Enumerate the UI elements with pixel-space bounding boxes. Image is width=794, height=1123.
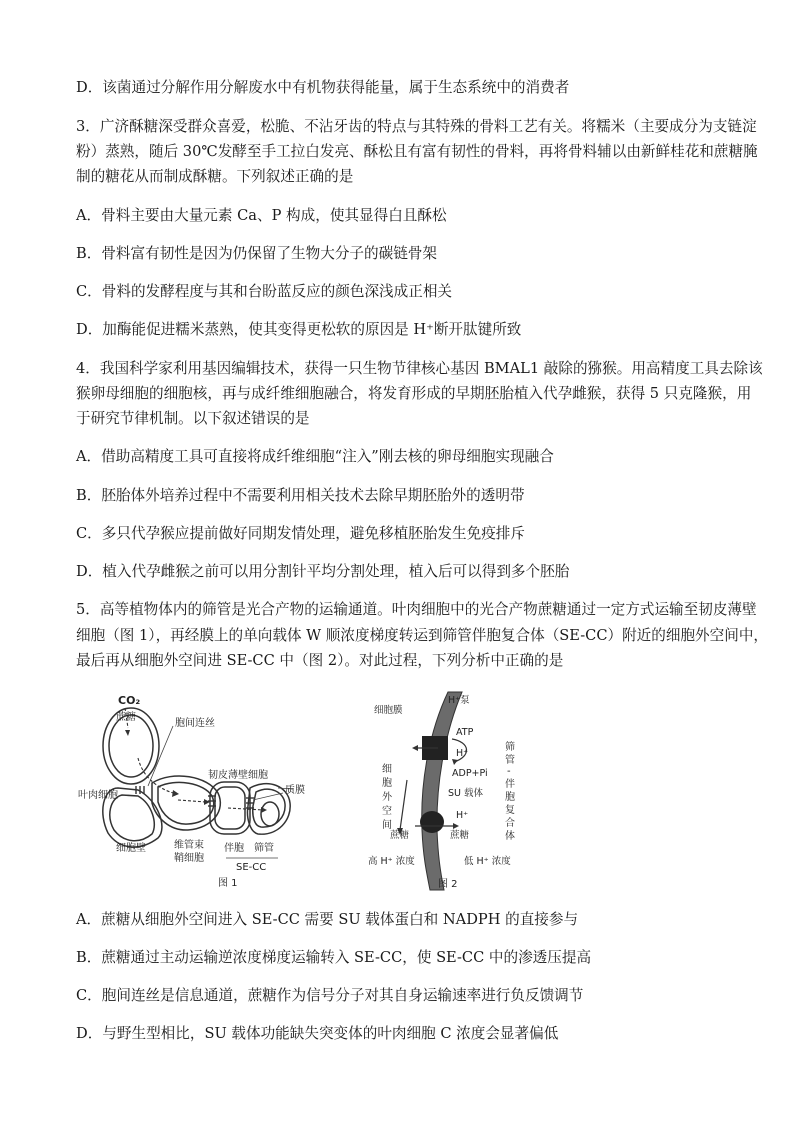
q5-stem-line1: 5．高等植物体内的筛管是光合产物的运输通道。叶肉细胞中的光合产物蔗糖通过一定方式运输至韧皮薄壁 <box>76 601 757 618</box>
svg-text:合: 合 <box>505 818 515 829</box>
q5-stem-line3: 最后再从细胞外空间进 SE-CC 中（图 2）。对此过程，下列分析中正确的是 <box>76 652 564 669</box>
svg-text:空: 空 <box>382 806 392 817</box>
su-carrier-label: SU 载体 <box>448 788 484 799</box>
q5-option-a: A．蔗糖从细胞外空间进入 SE-CC 需要 SU 载体蛋白和 NADPH 的直接参与 <box>76 911 579 928</box>
figure-1-sucrose-transport-diagram <box>78 688 328 893</box>
svg-text:-: - <box>507 766 511 777</box>
bundle-sheath-label-2: 鞘细胞 <box>174 853 204 864</box>
companion-cell-label: 伴胞 <box>224 843 244 854</box>
sucrose-outside-label: 蔗糖 <box>390 830 410 841</box>
figure-2-caption: 图 2 <box>438 879 458 890</box>
h-ion-top-label: H⁺ <box>456 748 469 759</box>
svg-text:筛: 筛 <box>505 742 515 753</box>
svg-text:胞: 胞 <box>382 778 392 789</box>
q3-stem-line2: 粉）蒸熟，随后 30℃发酵至手工拉白发亮、酥松且有富有韧性的骨料，再将骨料辅以由新鲜桂花和蔗糖腌 <box>76 143 758 160</box>
sucrose-inside-label: 蔗糖 <box>450 830 470 841</box>
plasma-membrane-label: 质膜 <box>285 785 305 796</box>
svg-text:外: 外 <box>382 792 392 803</box>
q5-option-c: C．胞间连丝是信息通道，蔗糖作为信号分子对其自身运输速率进行负反馈调节 <box>76 987 584 1004</box>
q4-stem-line2: 猴卵母细胞的细胞核，再与成纤维细胞融合，将发育形成的早期胚胎植入代孕雌猴，获得 5 只克隆猴，用 <box>76 385 752 402</box>
q3-option-d: D．加酶能促进糯米蒸熟，使其变得更松软的原因是 H⁺断开肽键所致 <box>76 321 522 338</box>
q4-option-a: A．借助高精度工具可直接将成纤维细胞“注入”刚去核的卵母细胞实现融合 <box>76 448 554 465</box>
q4-stem-line3: 于研究节律机制。以下叙述错误的是 <box>76 410 310 427</box>
svg-text:复: 复 <box>505 805 515 816</box>
q2-option-d: D．该菌通过分解作用分解废水中有机物获得能量，属于生态系统中的消费者 <box>76 79 570 96</box>
high-h-concentration-label: 高 H⁺ 浓度 <box>368 856 415 867</box>
bundle-sheath-label-1: 维管束 <box>174 840 204 851</box>
figure-2-membrane-transport-diagram <box>360 690 540 895</box>
h-pump-label: H⁺泵 <box>448 695 470 706</box>
q4-stem-line1: 4．我国科学家利用基因编辑技术，获得一只生物节律核心基因 BMAL1 敲除的猕猴。用高精度工具去除该 <box>76 360 763 377</box>
mesophyll-cell-label: 叶肉细胞 <box>78 790 118 801</box>
low-h-concentration-label: 低 H⁺ 浓度 <box>464 856 511 867</box>
svg-text:管: 管 <box>505 755 515 766</box>
q3-option-b: B．骨料富有韧性是因为仍保留了生物大分子的碳链骨架 <box>76 245 437 262</box>
cell-membrane-label: 细胞膜 <box>374 705 403 716</box>
sieve-tube-label: 筛管 <box>254 843 274 854</box>
plasmodesmata-label: 胞间连丝 <box>175 718 215 729</box>
q5-stem-line2: 细胞（图 1），再经膜上的单向载体 W 顺浓度梯度转运到筛管伴胞复合体（SE-CC）附近的细胞外空间中， <box>76 627 769 644</box>
svg-text:细: 细 <box>382 764 392 775</box>
se-cc-complex-label <box>505 740 515 842</box>
h-ion-bottom-label: H⁺ <box>456 810 469 821</box>
adp-pi-label: ADP+Pi <box>452 768 488 779</box>
q3-stem-line3: 制的糖花从而制成酥糖。下列叙述正确的是 <box>76 168 354 185</box>
q4-option-d: D．植入代孕雌猴之前可以用分割针平均分割处理，植入后可以得到多个胚胎 <box>76 563 570 580</box>
q3-option-c: C．骨料的发酵程度与其和台盼蓝反应的颜色深浅成正相关 <box>76 283 453 300</box>
q3-stem-line1: 3．广济酥糖深受群众喜爱，松脆、不沾牙齿的特点与其特殊的骨料工艺有关。将糯米（主要成分为支链淀 <box>76 118 757 135</box>
q5-option-d: D．与野生型相比，SU 载体功能缺失突变体的叶肉细胞 C 浓度会显著偏低 <box>76 1025 559 1042</box>
extracellular-space-label <box>382 763 393 831</box>
q3-option-a: A．骨料主要由大量元素 Ca、P 构成，使其显得白且酥松 <box>76 207 447 224</box>
q4-option-b: B．胚胎体外培养过程中不需要利用相关技术去除早期胚胎外的透明带 <box>76 487 525 504</box>
svg-text:胞: 胞 <box>505 792 515 803</box>
svg-text:伴: 伴 <box>505 779 515 790</box>
q4-option-c: C．多只代孕猴应提前做好同期发情处理，避免移植胚胎发生免疫排斥 <box>76 525 525 542</box>
sucrose-label: 蔗糖 <box>116 712 136 723</box>
q5-option-b: B．蔗糖通过主动运输逆浓度梯度运输转入 SE-CC，使 SE-CC 中的渗透压提高 <box>76 949 592 966</box>
svg-text:体: 体 <box>505 831 515 842</box>
co2-label: CO₂ <box>118 694 141 707</box>
cell-wall-label: 细胞壁 <box>116 843 146 854</box>
figure-1-caption: 图 1 <box>218 878 238 889</box>
svg-text:间: 间 <box>382 820 392 831</box>
phloem-parenchyma-label: 韧皮薄壁细胞 <box>208 770 268 781</box>
atp-label: ATP <box>456 727 474 738</box>
se-cc-label: SE-CC <box>236 862 267 873</box>
